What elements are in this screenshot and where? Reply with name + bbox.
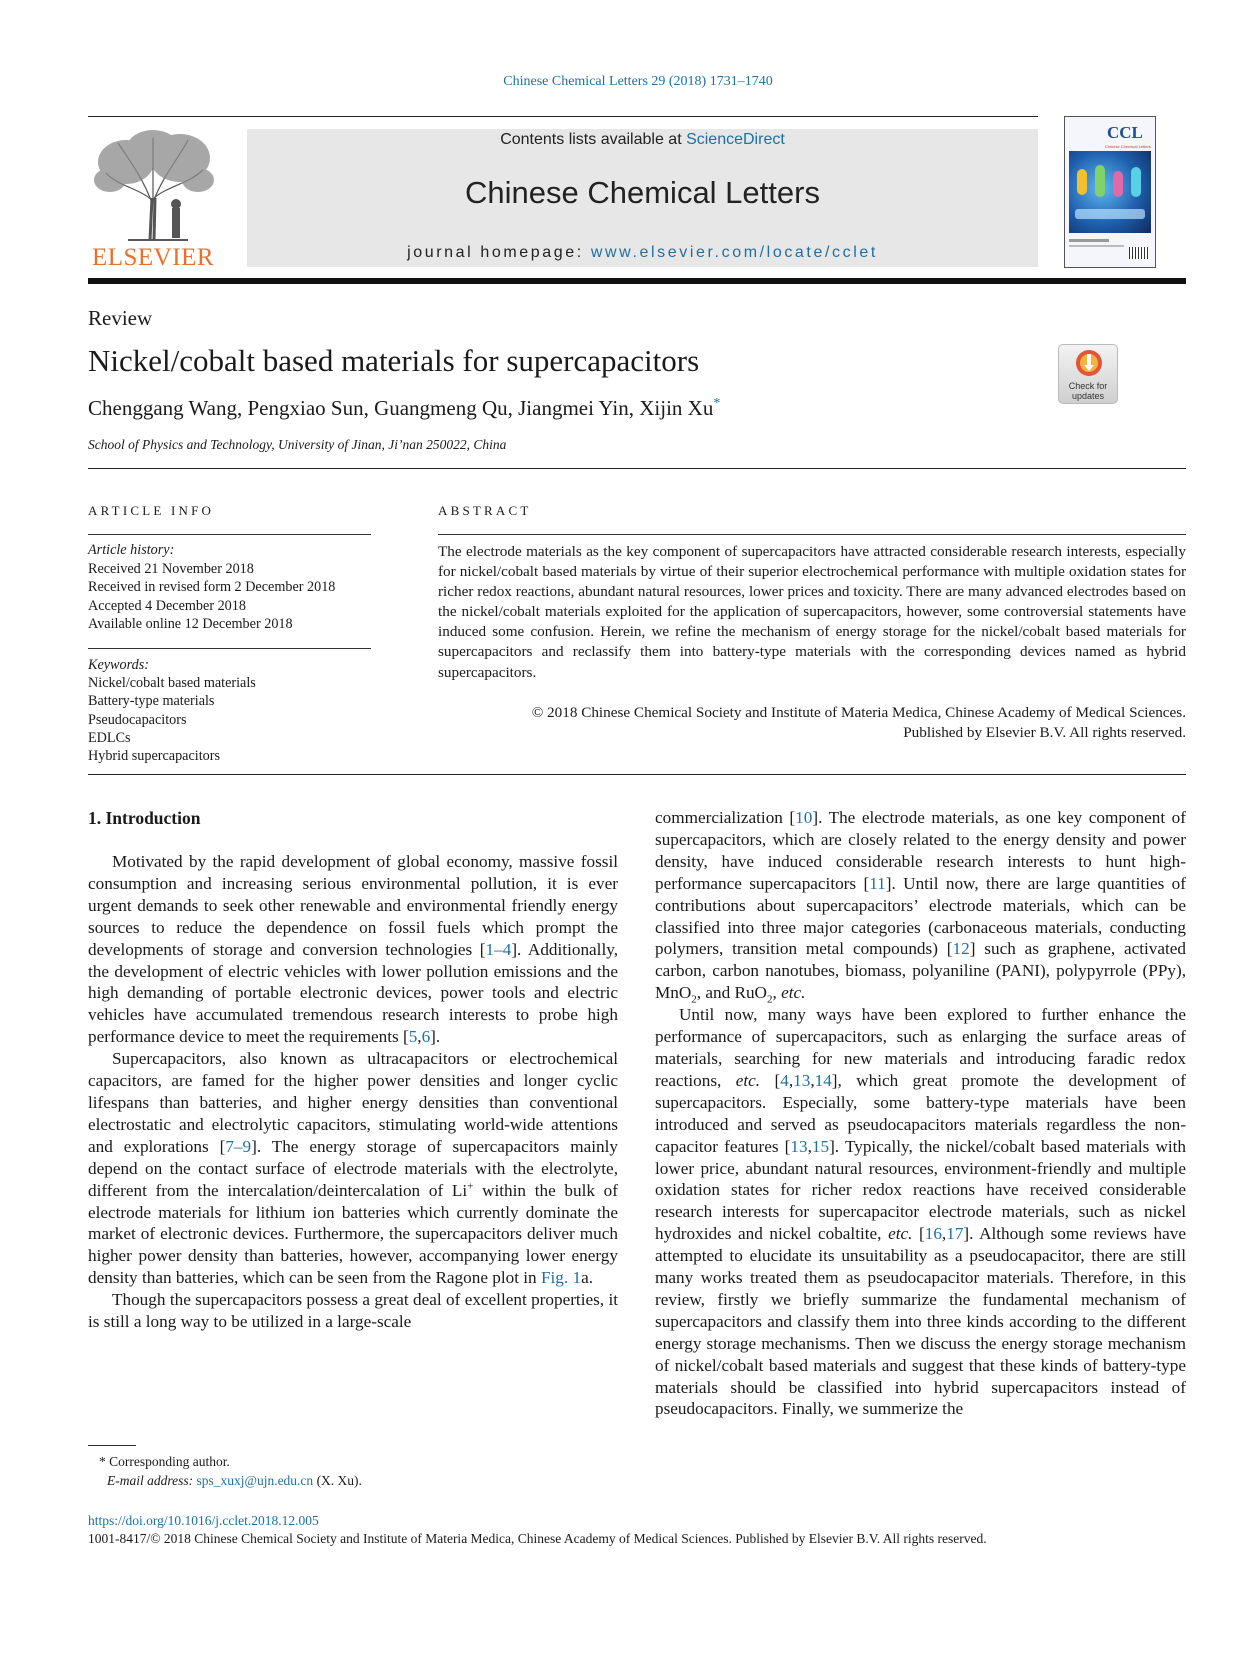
copyright-line-1: © 2018 Chinese Chemical Society and Institute of Materia Medica, Chinese Academy of Medical Sciences.: [531, 704, 1186, 721]
check-updates-label: Check for updates: [1068, 381, 1108, 401]
article-info-heading: ARTICLE INFO: [88, 503, 215, 518]
text-run: ,: [941, 1224, 947, 1244]
corresponding-author-mark[interactable]: *: [713, 396, 721, 411]
cover-subtitle: Chinese Chemical Letters: [1105, 144, 1151, 149]
sciencedirect-link[interactable]: ScienceDirect: [686, 131, 785, 148]
citation-link[interactable]: 7–9: [225, 1136, 252, 1156]
check-updates-icon: [1059, 345, 1119, 381]
homepage-prefix: journal homepage:: [407, 244, 591, 261]
footnote-text: Corresponding author.: [105, 1454, 230, 1469]
history-accepted: Accepted 4 December 2018: [88, 597, 246, 614]
text-run: 2: [766, 993, 773, 1006]
history-revised: Received in revised form 2 December 2018: [88, 579, 336, 595]
keywords-divider: [88, 648, 371, 649]
citation-link[interactable]: 4: [780, 1070, 789, 1090]
email-label: E-mail address:: [107, 1472, 197, 1488]
author-list: [88, 396, 720, 421]
keyword-item: Nickel/cobalt based materials: [88, 675, 256, 692]
text-run: within the bulk of electrode materials for lithium ion batteries which currently dominate the market of electronic devices. Furthermore, the supercapacitors deliver much higher power density than batteries, however, accompanying lower energy density than batteries, which can be seen from the Ragone plot in: [88, 1180, 618, 1288]
text-run: Motivated by the rapid development of global economy, massive fossil consumption and increasing serious environmental pollution, it is ever urgent demands to seek other renewable and environmental friendly energy sources to reduce the dependence on fossil fuels which prompt the developments of storage and conversion technologies [: [88, 852, 618, 959]
text-run: etc.: [781, 983, 806, 1003]
body-right-column: [655, 807, 1186, 1420]
cover-logo: CCL: [1107, 123, 1143, 142]
affiliation: School of Physics and Technology, University of Jinan, Ji’nan 250022, China: [88, 437, 507, 452]
text-run: etc.: [888, 1224, 913, 1244]
barcode-icon: [1129, 247, 1149, 259]
cover-artwork: [1069, 151, 1151, 233]
article-history: [88, 541, 335, 634]
citation-link[interactable]: 16: [924, 1224, 942, 1244]
text-run: ,: [788, 1070, 794, 1090]
journal-homepage-link[interactable]: www.elsevier.com/locate/cclet: [590, 244, 878, 261]
keyword-item: Battery-type materials: [88, 693, 215, 710]
footnote-line: [99, 1453, 362, 1472]
keyword-item: Pseudocapacitors: [88, 711, 187, 728]
journal-title: Chinese Chemical Letters: [465, 175, 820, 210]
abstract-copyright: [438, 703, 1186, 743]
homepage-line: [247, 244, 1038, 262]
text-run: ,: [772, 983, 782, 1003]
citation-link[interactable]: 12: [952, 939, 970, 959]
citation-link[interactable]: Fig. 1: [540, 1268, 582, 1288]
email-suffix: (X. Xu).: [313, 1472, 362, 1488]
history-received: Received 21 November 2018: [88, 560, 254, 577]
text-run: a.: [581, 1268, 594, 1288]
citation-link[interactable]: 13: [790, 1136, 808, 1156]
text-run: ].: [430, 1027, 441, 1047]
abstract-divider: [438, 534, 1186, 535]
body-paragraph: [655, 1004, 1186, 1420]
article-title: Nickel/cobalt based materials for supercapacitors: [88, 343, 700, 378]
citation-link[interactable]: 13: [793, 1070, 811, 1090]
text-run: ]. Until now, there are large quantities of contributions about supercapacitors’ electrode materials, which can be classified into three major categories (carbonaceous materials, conducting polymers, transition metal compounds) [: [655, 873, 1187, 959]
title-block-divider: [88, 468, 1186, 469]
keyword-item: Hybrid supercapacitors: [88, 748, 220, 765]
body-left-column: [88, 851, 618, 1333]
issn-copyright-line: 1001-8417/© 2018 Chinese Chemical Society and Institute of Materia Medica, Chinese Academy of Medical Sciences. Published by Elsevier B.V. All rights reserved.: [88, 1531, 987, 1546]
text-run: ] such as graphene, activated carbon, carbon nanotubes, biomass, polyaniline (PANI), polypyrrole (PPy), MnO: [655, 939, 1187, 1003]
section-heading: 1. Introduction: [88, 808, 201, 828]
text-run: +: [467, 1179, 474, 1192]
body-paragraph: [88, 851, 618, 1048]
body-paragraph: [88, 1048, 618, 1289]
text-run: ]. The energy storage of supercapacitors mainly depend on the contact surface of electrode materials with the electrolyte, different from the intercalation/deintercalation of Li: [88, 1136, 618, 1200]
doi-link[interactable]: https://doi.org/10.1016/j.cclet.2018.12.005: [88, 1513, 319, 1528]
citation-link[interactable]: 17: [946, 1224, 964, 1244]
text-run: ]. Additionally, the development of electric vehicles with lower pollution emissions and the high demanding of portable electronic devices, power tools and electric vehicles have accumulated tremendous research interests to probe high performance device to meet the requirements [: [88, 939, 618, 1047]
abstract-heading: ABSTRACT: [438, 503, 532, 518]
citation-link[interactable]: 5: [408, 1027, 418, 1047]
body-paragraph: [655, 807, 1186, 1004]
citation-link[interactable]: 11: [869, 873, 886, 893]
history-online: Available online 12 December 2018: [88, 616, 293, 632]
text-run: Supercapacitors, also known as ultracapacitors or electrochemical capacitors, are famed for the higher power densities and longer cyclic lifespans than batteries, and higher energy densities than conventional electrostatic and electrolytic capacitors, stimulating world-wide attentions and explorations [: [88, 1049, 618, 1156]
text-run: ,: [417, 1027, 422, 1047]
corresponding-author-footnote: [99, 1453, 362, 1490]
citation-link[interactable]: 6: [421, 1027, 431, 1047]
email-line: [99, 1472, 362, 1491]
article-type: Review: [88, 306, 153, 330]
text-run: ,: [807, 1136, 812, 1156]
keywords: [88, 656, 256, 765]
text-run: commercialization [: [655, 808, 796, 827]
journal-cover-image[interactable]: [1064, 116, 1156, 268]
text-run: , and RuO: [696, 983, 767, 1003]
keyword-item: EDLCs: [88, 729, 131, 746]
elsevier-logo[interactable]: [88, 128, 218, 271]
copyright-line-2: Published by Elsevier B.V. All rights reserved.: [903, 724, 1186, 742]
footnote-divider: [88, 1445, 136, 1446]
text-run: ]. The electrode materials, as one key component of supercapacitors, which are closely related to the energy density and power density, have induced considerable research interests to hunt high-performance supercapacitors [: [655, 808, 1186, 893]
header-divider: [88, 116, 1038, 117]
text-run: ]. Although some reviews have attempted to elucidate its unsuitability as a pseudocapacitor, there are still many works treated them as pseudocapacitor materials. Therefore, in this review, firstly we briefly summarize the fundamental mechanism of supercapacitors and classify them into three kinds according to the different energy storage mechanisms. Then we discuss the energy storage mechanism of nickel/cobalt based materials and suggest that these kinds of battery-type materials should be classified into hybrid supercapacitors instead of pseudocapacitors. Finally, we summerize the: [655, 1224, 1186, 1419]
journal-banner: [247, 129, 1038, 267]
contents-prefix: Contents lists available at: [500, 131, 687, 148]
citation-link[interactable]: 1–4: [485, 939, 512, 959]
text-run: ], which great promote the development of supercapacitors. Especially, some battery-type materials have been introduced and served as pseudocapacitors materials regardless the non-capacitor features [: [655, 1070, 1186, 1156]
keywords-label: Keywords:: [88, 657, 149, 673]
text-run: [: [760, 1070, 781, 1090]
email-link[interactable]: sps_xuxj@ujn.edu.cn: [196, 1472, 314, 1488]
citation-link[interactable]: 14: [814, 1070, 832, 1090]
body-paragraph: [88, 1289, 618, 1333]
footnote-mark: *: [99, 1454, 106, 1469]
contents-line: [247, 131, 1038, 149]
text-run: [: [912, 1224, 925, 1244]
text-run: Though the supercapacitors possess a great deal of excellent properties, it is still a long way to be utilized in a large-scale: [88, 1290, 618, 1332]
journal-citation[interactable]: Chinese Chemical Letters 29 (2018) 1731–1740: [503, 74, 773, 89]
text-run: 2: [691, 993, 697, 1006]
text-run: ,: [810, 1070, 815, 1090]
tree-logo-icon: [88, 128, 218, 246]
abstract-text: The electrode materials as the key component of supercapacitors have attracted considerable research interests, especially for nickel/cobalt based materials by virtue of their superior electrochemical performance with multiple oxidation states for richer redox reactions, abundant natural resources, lower prices and toxicity. There are many advanced electrodes based on the nickel/cobalt materials exploited for the application of supercapacitors, however, some controversial statements have induced some confusion. Herein, we refine the mechanism of energy storage for the nickel/cobalt based materials for supercapacitors and reclassify them into battery-type materials with the corresponding devices named as hybrid supercapacitors.: [438, 543, 1186, 681]
text-run: Until now, many ways have been explored to further enhance the performance of supercapacitors, such as enlarging the surface areas of materials, searching for new materials and introducing faradic redox reactions,: [655, 1005, 1186, 1090]
citation-link[interactable]: 15: [811, 1136, 830, 1156]
article-info-divider: [88, 534, 371, 535]
elsevier-wordmark: ELSEVIER: [91, 244, 215, 271]
author-names: Chenggang Wang, Pengxiao Sun, Guangmeng Qu, Jiangmei Yin, Xijin Xu: [88, 396, 714, 420]
text-run: etc.: [735, 1070, 761, 1090]
text-run: ]. Typically, the nickel/cobalt based materials with lower price, abundant natural resources, environment-friendly and multiple oxidation states for richer redox reactions have received considerable research interests for supercapacitor electrode materials, such as nickel hydroxides and nickel cobaltite,: [655, 1136, 1187, 1244]
history-label: Article history:: [88, 542, 175, 558]
citation-link[interactable]: 10: [795, 808, 813, 827]
abstract-end-divider: [88, 774, 1186, 775]
header-thick-rule: [88, 278, 1186, 284]
check-for-updates-button[interactable]: [1058, 344, 1118, 404]
